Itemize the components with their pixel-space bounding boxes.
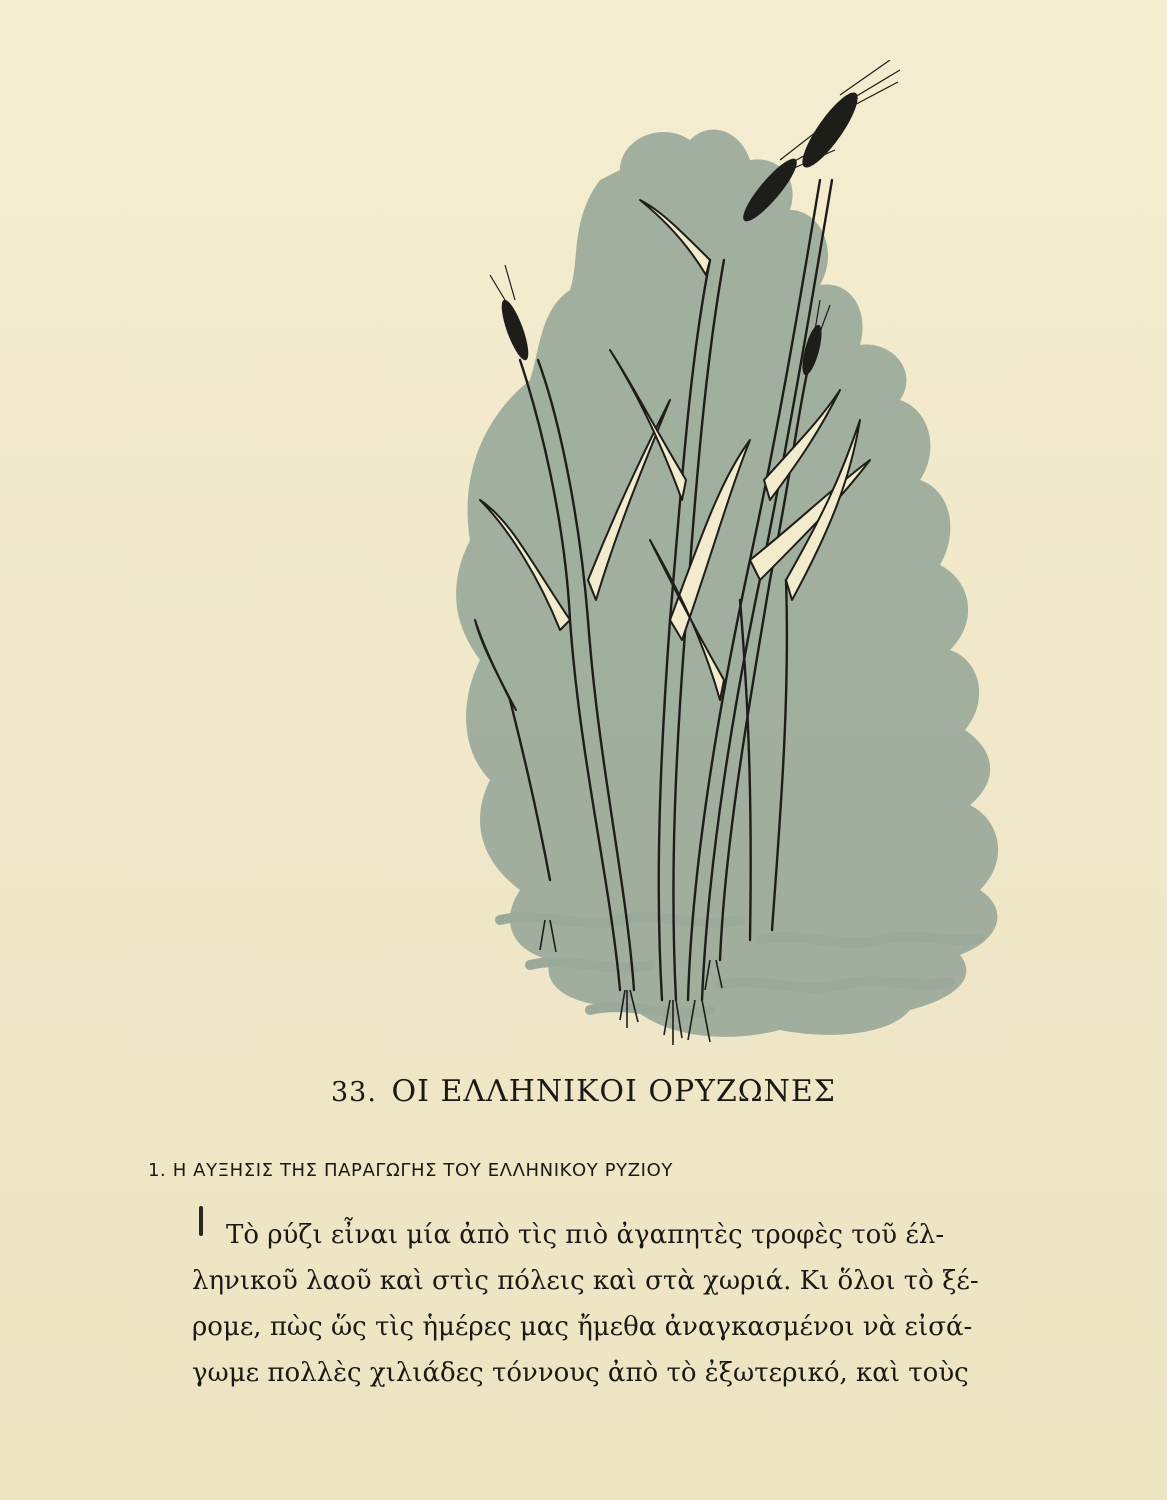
body-line: γωμε πολλὲς χιλιάδες τόννους ἀπὸ τὸ ἐξωτερικό, καὶ τοὺς xyxy=(192,1358,969,1388)
chapter-title xyxy=(0,1074,1167,1109)
body-line: Τὸ ρύζι εἶναι μία ἀπὸ τὶς πιὸ ἀγαπητὲς τροφὲς τοῦ έλ- xyxy=(226,1220,945,1250)
chapter-number: 33. xyxy=(330,1077,377,1108)
rice-plant-illustration xyxy=(420,60,1040,1060)
section-heading: 1. Η ΑΥΞΗΣΙΣ ΤΗΣ ΠΑΡΑΓΩΓΗΣ ΤΟΥ ΕΛΛΗΝΙΚΟΥ ΡΥΖΙΟΥ xyxy=(148,1160,673,1181)
body-line: ληνικοῦ λαοῦ καὶ στὶς πόλεις καὶ στὰ χωριά. Κι ὅλοι τὸ ξέ- xyxy=(192,1266,979,1296)
body-paragraph xyxy=(192,1212,992,1396)
chapter-title-text: ΟΙ ΕΛΛΗΝΙΚΟΙ ΟΡΥΖΩΝΕΣ xyxy=(391,1074,837,1109)
body-line: ρομε, πὼς ὥς τὶς ἡμέρες μας ἤμεθα ἀναγκασμένοι νὰ εἰσά- xyxy=(192,1312,973,1342)
